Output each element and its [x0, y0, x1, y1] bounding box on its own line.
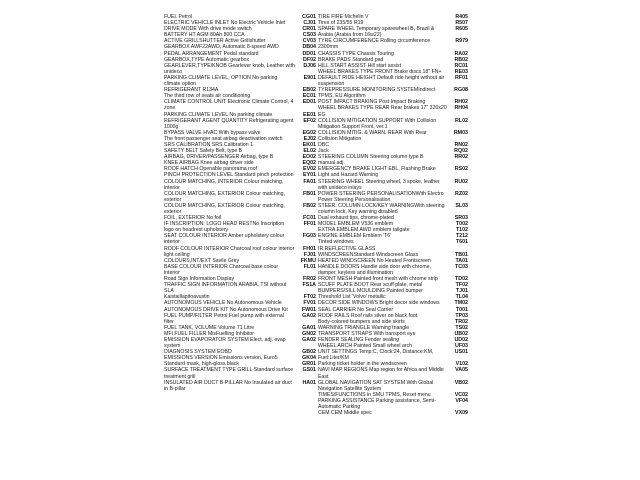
- option-code: TM02: [454, 300, 468, 307]
- option-code: FKMU: [300, 257, 316, 264]
- option-code: R507: [455, 20, 468, 27]
- option-code: RS02: [454, 166, 468, 173]
- option-description: WINDSCREENStandard Windscreen Glass: [318, 251, 419, 258]
- option-code: RQ02: [454, 148, 468, 155]
- option-description: The third row of seats air conditioning: [164, 93, 251, 100]
- option-description: DBC: [318, 141, 329, 148]
- option-description: CHASSIS TYPE Chassis Touring: [318, 50, 394, 57]
- option-code: T102: [455, 227, 468, 234]
- option-code: E901: [303, 74, 316, 81]
- option-description: COLOURS,INT/EXT Savile Grey: [164, 257, 240, 264]
- option-description: HANDLE DOORS Handle side door with chrome, damper, keyless and illumination: [318, 263, 432, 276]
- option-code: FS1A: [302, 282, 316, 289]
- option-description: FUEL TANK, VOLUME Volume 71 Litre: [164, 324, 255, 331]
- option-description: WARNING TRIANGLE Warning triangle: [318, 324, 410, 331]
- option-code: TB01: [455, 251, 468, 258]
- option-row: [318, 105, 468, 117]
- option-code: VF04: [455, 397, 468, 404]
- option-description: KNEE AIRBAG Knee airbag driver side: [164, 160, 254, 167]
- option-code: RF01: [455, 74, 468, 81]
- option-description: Parking ticket holder in the windscreen: [318, 361, 407, 368]
- option-row: [318, 38, 468, 50]
- option-description: ROOF HATCH Openable panorama roof: [164, 166, 258, 173]
- option-description: FRONT MESH Painted front mesh with chrome strip: [318, 276, 438, 283]
- option-row: [318, 118, 468, 130]
- option-description: Jack: [318, 148, 329, 155]
- option-row: [164, 221, 316, 233]
- option-description: BASE COLOUR INTERIOR Charcoal base colour interior: [164, 263, 279, 276]
- option-code: HA01: [302, 379, 316, 386]
- option-row: [164, 75, 316, 87]
- option-description: SRS CALIBRATION SRS Calibration 1: [164, 141, 253, 148]
- option-description: FUEL PUMP/FILTER Petrol Fuel pump with external filter: [164, 312, 284, 325]
- option-description: PINCH PROTECTION LEVEL Standard pinch protection: [164, 172, 294, 179]
- option-row: [164, 179, 316, 191]
- option-description: TYRE CIRCUMFERENCE Rolling circumference 2300mm: [318, 38, 431, 51]
- option-row: [318, 349, 468, 361]
- option-code: RB02: [454, 56, 468, 63]
- option-code: GN02: [302, 330, 316, 337]
- option-row: [318, 179, 468, 191]
- option-row: [164, 367, 316, 379]
- option-description: COLOUR MATCHING, INTERIOR Colour matching, interior: [164, 178, 284, 191]
- option-description: STEER. COLUMN LOCK/KEY WARNINGWith steering column lock, Key warning disabled: [318, 202, 445, 215]
- option-code: T001: [455, 306, 468, 313]
- option-description: TIMES/FUNCTIONS in SMU TPMS, Reset menu: [318, 391, 431, 398]
- option-description: PARKING CLIMATE LEVEL, OPTION No parking climate option: [164, 74, 278, 88]
- option-description: REFRIGERANT AGENT QUANTITY Refrigerating agent 1000g: [164, 117, 294, 130]
- option-code: RN02: [454, 141, 468, 148]
- option-row: [164, 282, 316, 294]
- option-code: FV01: [303, 300, 316, 307]
- option-code: GK04: [302, 355, 316, 362]
- option-code: DB04: [302, 44, 316, 51]
- option-code: T212: [455, 233, 468, 240]
- option-code: VB02: [454, 379, 468, 386]
- option-description: Tinted windows: [318, 239, 354, 246]
- option-code: RR02: [454, 154, 468, 161]
- option-description: COLLISION MITIG. & WARN. REAR With Rear Collision Mitigation: [318, 129, 427, 142]
- option-description: GEARLEVER,TYPE/KNOB Gearlever knob, Leather with unideco: [164, 62, 295, 75]
- option-code: TS02: [455, 324, 468, 331]
- option-code: EL02: [303, 148, 316, 155]
- option-code: V102: [455, 361, 468, 368]
- option-code: UB02: [454, 330, 468, 337]
- option-code: UD02: [454, 336, 468, 343]
- option-description: DIAGNOSIS SYSTEM EOBD: [164, 349, 232, 356]
- option-row: [318, 203, 468, 215]
- option-row: [318, 87, 468, 99]
- option-row: [164, 337, 316, 349]
- option-description: AUTONOMOUS DRIVE KIT No Autonomous Drive Kit: [164, 306, 288, 313]
- option-code: EB02: [302, 87, 316, 94]
- option-description: SEAL CARRIER No Seal Carrier: [318, 306, 394, 313]
- option-description: ROOF RAILS Roof rails silver on black foot: [318, 312, 418, 319]
- option-code: RC01: [454, 62, 468, 69]
- option-code: SR03: [454, 215, 468, 222]
- option-description: PEDAL ARRANGEMENT Pedal standard: [164, 50, 259, 57]
- option-code: EQ02: [302, 160, 316, 167]
- option-description: SCUFF PLATE BOOT Rear scuff plate, metal: [318, 282, 423, 289]
- option-description: CLIMATE CONTROL UNIT Electronic Climate Control, 4 zone: [164, 99, 294, 112]
- option-code: R605: [455, 26, 468, 33]
- option-code: TD02: [455, 276, 468, 283]
- option-code: VC02: [454, 391, 468, 398]
- option-description: EXTRA EMBLEM AWD emblem tailgate: [318, 227, 410, 234]
- option-description: AIRBAG, DRIVER/PASSENGER Airbag, type B: [164, 154, 274, 161]
- option-row: [164, 203, 316, 215]
- option-row: [318, 398, 468, 410]
- option-description: HEATED WINDSCREEN No Heated Frontscreen: [318, 257, 431, 264]
- option-row: [318, 26, 468, 38]
- option-description: NAVI MAP REGIONS Map region for Africa and Middle East: [318, 367, 444, 380]
- option-description: light ceiling: [164, 251, 190, 258]
- option-description: COLLISION MITIGATION SUPPORT With Collision Mitigation Support Front, ver.1: [318, 117, 437, 130]
- option-description: DECOR SIDE WINDOWS Bright decor side windows: [318, 300, 440, 307]
- option-code: RU02: [454, 178, 468, 185]
- option-code: FH01: [303, 245, 316, 252]
- option-description: Tires of 235/55 R19: [318, 20, 364, 27]
- option-description: CEM CEM Middle spec: [318, 410, 372, 417]
- option-description: POST IMPACT BRAKING Post Impact Braking: [318, 99, 426, 106]
- option-description: Dual exhaust tips, chrome-plated: [318, 215, 394, 222]
- option-description: TRAFFIC SIGN INFORMATION ARABIA, TSI without SLA: [164, 282, 287, 295]
- option-description: AUTONOMOUS VEHICLE No Autonomous Vehicle: [164, 300, 282, 307]
- option-code: TF02: [455, 282, 468, 289]
- option-code: FC01: [303, 215, 316, 222]
- option-description: EMERGENCY BRAKE LIGHT EBL, Flashing Brake Light and Hazard Warning: [318, 166, 436, 179]
- option-code: ED01: [302, 99, 316, 106]
- option-row: [164, 63, 316, 75]
- option-description: PARKING CLIMATE LEVEL No parking climate: [164, 111, 273, 118]
- option-code: GS01: [302, 367, 316, 374]
- option-code: DF02: [303, 56, 316, 63]
- option-code: TJ01 TL04: [455, 288, 468, 301]
- option-row: [318, 166, 468, 178]
- option-code: EV02: [303, 166, 316, 173]
- option-code: TC03: [455, 263, 468, 270]
- option-row: [318, 264, 468, 276]
- option-description: REFRIGERANT R134A: [164, 87, 219, 94]
- option-description: manual adj.: [318, 160, 345, 167]
- option-description: STEERING COLUMN Steering column type B: [318, 154, 424, 161]
- option-description: ACTIVE GRILLSHUTTER Active Grillshutter: [164, 38, 266, 45]
- option-description: SAFETY BELT Safety Belt, type B: [164, 148, 243, 155]
- option-description: IF INSCRIPTION: LOGO HEAD RESTNo Inscription logo on headrest upholstery: [164, 221, 285, 234]
- option-description: Road Sign Information Display: [164, 276, 235, 283]
- option-row: [318, 410, 468, 416]
- option-code: CR01: [302, 26, 316, 33]
- option-row: [318, 367, 468, 379]
- option-description: EMISSIONS VERSION Emissions version, Euro5: [164, 355, 278, 362]
- option-code: GA02: [302, 312, 316, 319]
- option-description: TIRE FIRE Michelin V: [318, 14, 369, 20]
- option-code: VA05: [455, 367, 468, 374]
- option-code: RE03: [454, 68, 468, 75]
- option-description: Standard mask, high-gloss black: [164, 361, 239, 368]
- option-row: [318, 191, 468, 203]
- option-description: WHEEL BRAKES TYPE REAR Rear brakes 17" 320x20 EG: [318, 105, 447, 118]
- option-description: WHEEL BRAKES TYPE FRONT Brake discs 18" FN+: [318, 68, 442, 75]
- option-code: FA01: [303, 178, 316, 185]
- option-code: TA01: [455, 257, 468, 264]
- option-code: R405: [455, 14, 468, 20]
- option-description: UNIT SETTINGS Temp:C, Clock:24, Distance:KM, Fuel:Liter/KM: [318, 349, 434, 362]
- option-row: [164, 118, 316, 130]
- option-code: RM03: [453, 129, 468, 136]
- option-description: GLOBAL NAVIGATION SAT SYSTEM With Global Navigation Satellite System: [318, 379, 434, 392]
- option-code: GA01: [302, 324, 316, 331]
- option-description: TYREPRESSURE MONITORING SYSTEMIndirect TPMS, EU Algorithm: [318, 87, 436, 100]
- option-code: GR01: [302, 361, 316, 368]
- option-code: RH02: [454, 99, 468, 106]
- option-code: RA02: [454, 50, 468, 57]
- option-description: GEARBOX,TYPE Automatic gearbox: [164, 56, 250, 63]
- option-code: EK01: [302, 141, 316, 148]
- option-code: EG02: [302, 129, 316, 136]
- option-description: PARKING ASSISTANCE Parking assistance, Semi-Automatic Parking: [318, 397, 437, 410]
- option-description: Kaistaillapitoavustin: [164, 294, 210, 301]
- option-code: FG03: [302, 233, 316, 240]
- option-code: EO02: [302, 154, 316, 161]
- option-description: ROOF COLOUR INTERIOR Charcoal roof colour interior: [164, 245, 295, 252]
- option-row: [164, 191, 316, 203]
- option-row: [164, 233, 316, 245]
- option-code: FB02: [303, 202, 316, 209]
- left-option-column: [164, 14, 316, 392]
- option-code: EY01: [303, 172, 316, 179]
- right-option-column: [318, 14, 468, 416]
- option-description: HILL START ASSIST Hill start assist: [318, 62, 402, 69]
- option-description: BRAKE PADS Standard pad: [318, 56, 384, 63]
- option-description: SEAT COLOUR INTERIOR Amber upholstery colour interior: [164, 233, 285, 246]
- option-code: TR02: [455, 318, 468, 325]
- option-code: FL01: [303, 263, 316, 270]
- option-code: VX09: [455, 410, 468, 417]
- option-code: FJ01: [303, 251, 316, 258]
- option-description: MODEL EMBLEM V536 emblem: [318, 221, 394, 228]
- option-code: CS03: [302, 32, 316, 39]
- option-code: RH04: [454, 105, 468, 112]
- option-code: RL02: [455, 117, 468, 124]
- option-description: TRANSPORT STRAPS With transport eye: [318, 330, 416, 337]
- option-description: BYPASS VALVE HVAC With bypass valve: [164, 129, 261, 136]
- option-description: INSULATED AIR DUCT B-PILLAR No Insulated air duct in B-pillar: [164, 379, 292, 392]
- option-description: The front passenger seat airbag deactivation switch: [164, 135, 283, 142]
- option-description: POWER STEERING PERSONALISATIONWith Electro Power Steering Personalisation: [318, 190, 444, 203]
- option-row: [318, 75, 468, 87]
- option-description: IR REFLECTIVE GLASS: [318, 245, 376, 252]
- option-code: RG08: [454, 87, 468, 94]
- option-code: EE01: [303, 111, 316, 118]
- option-description: COLOUR MATCHING, EXTERIOR Colour matching, exterior: [164, 190, 285, 203]
- option-description: SURFACE TREATMENT TYPE GRILL Standard surface treatment grill: [164, 367, 294, 380]
- option-code: RZ02: [455, 190, 468, 197]
- option-description: Body-colored bumpers and side skirts: [318, 318, 405, 325]
- option-code: FT02: [303, 294, 316, 301]
- option-code: FB01: [303, 190, 316, 197]
- option-description: EMISSION EVAPORATOR SYSTEM Elect. adj. evap system: [164, 336, 286, 350]
- option-code: CJ01: [303, 20, 316, 27]
- option-description: FENDER SEALING Fender sealing: [318, 336, 400, 343]
- option-row: [318, 380, 468, 392]
- option-description: BUMPERS/SILL MOULDING Painted bumper Threshold List 'Volvo' metallic: [318, 288, 424, 301]
- option-row: [318, 288, 468, 300]
- option-row: [164, 99, 316, 111]
- option-code: T002: [455, 221, 468, 228]
- option-code: T601: [455, 239, 468, 246]
- option-description: GEARBOX AWF22AWD, Automatic 8-speed AWD: [164, 44, 279, 51]
- option-code: EJ02: [303, 135, 316, 142]
- option-row: [164, 380, 316, 392]
- option-description: ENGINE EMBLEM Emblem 'T6': [318, 233, 392, 240]
- option-code: US01: [454, 349, 468, 356]
- option-code: TP03: [455, 312, 468, 319]
- option-description: COLOUR MATCHING, EXTERIOR Colour matching, exterior: [164, 202, 285, 215]
- option-description: DEFAULT RIDE HEIGHT Default ride height without air suspension: [318, 74, 445, 88]
- option-code: CG01: [302, 14, 316, 20]
- option-description: DRIVE MODE With drive mode switch: [164, 26, 252, 33]
- option-row: [164, 313, 316, 325]
- option-description: FUEL Petrol: [164, 14, 193, 20]
- option-code: EC01: [302, 93, 316, 100]
- option-description: BATTERY HT AGM 80Ah 800 CCA: [164, 32, 245, 39]
- option-code: SL03: [455, 202, 468, 209]
- option-description: ELECTRIC VEHICLE INLET No Electric Vehicle Inlet: [164, 20, 286, 27]
- option-code: FW01: [301, 306, 316, 313]
- option-code: GA02: [302, 336, 316, 343]
- option-row: [164, 264, 316, 276]
- option-description: FOIL, EXTERIOR No foil: [164, 215, 222, 222]
- option-description: MFI FUEL FILLER MisFuelling Inhibitor: [164, 330, 255, 337]
- option-code: FF01: [303, 221, 316, 228]
- option-description: STEERING WHEEL Steering wheel, 3 spoke, leather with unideco inlays: [318, 178, 440, 191]
- option-code: DD01: [302, 50, 316, 57]
- option-code: EF02: [303, 117, 316, 124]
- option-code: GB02: [302, 349, 316, 356]
- option-code: R979: [455, 38, 468, 45]
- option-code: FR02: [303, 276, 316, 283]
- option-description: WHEEL ARCH Painted Small wheel arch: [318, 343, 413, 350]
- option-code: UF03: [455, 343, 468, 350]
- option-description: SPARE WHEEL Temporary sparewheel B, Brazil & Arabia (Arabia from 16w22): [318, 26, 435, 39]
- option-code: DJ06: [303, 62, 316, 69]
- option-code: CV03: [302, 38, 316, 45]
- option-row: [318, 130, 468, 142]
